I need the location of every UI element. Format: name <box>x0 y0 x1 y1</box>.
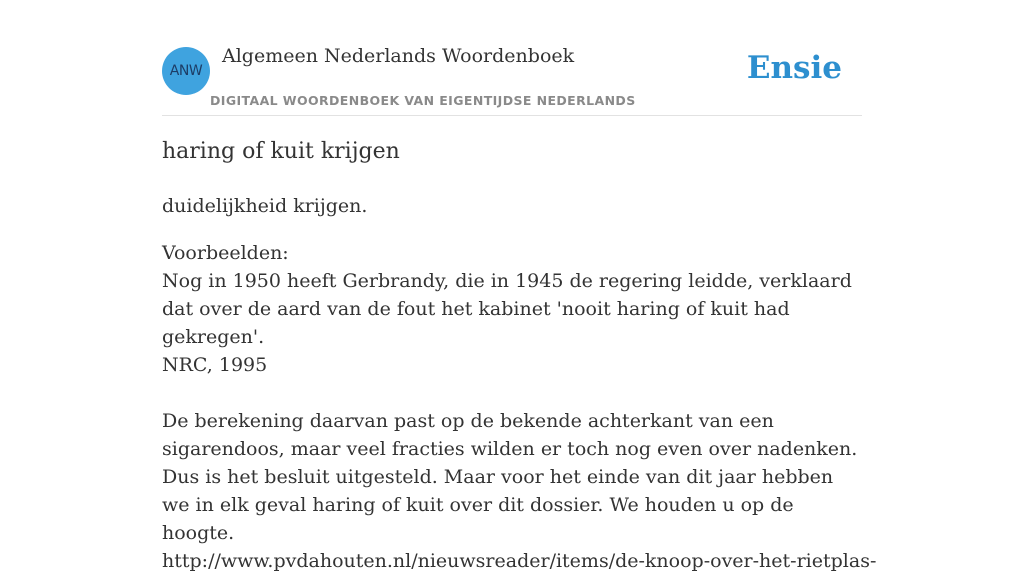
example-source-link-row <box>162 547 877 575</box>
site-header <box>162 0 862 116</box>
example-text: Nog in 1950 heeft Gerbrandy, die in 1945 de regering leidde, verklaard dat over de aard van de fout het kabinet 'nooit haring of kuit had gekregen'. <box>162 270 852 348</box>
entry-title: haring of kuit krijgen <box>162 139 400 164</box>
site-title[interactable]: Algemeen Nederlands Woordenboek <box>222 45 575 67</box>
entry-definition: duidelijkheid krijgen. <box>162 195 368 217</box>
examples-section <box>162 239 877 575</box>
example-text: De berekening daarvan past op de bekende achterkant van een sigarendoos, maar veel fracties wilden er toch nog even over nadenken. Dus is het besluit uitgesteld. Maar voor het einde van dit jaar hebben we in elk geval haring of kuit over dit dossier. We houden u op de hoogte. <box>162 410 858 544</box>
examples-label: Voorbeelden: <box>162 242 289 264</box>
example-source-link[interactable]: http://www.pvdahouten.nl/nieuwsreader/items/de-knoop-over-het-rietplas- <box>162 550 877 572</box>
main-content <box>162 0 877 572</box>
ensie-brand-link[interactable]: Ensie <box>746 50 842 86</box>
example-source: NRC, 1995 <box>162 354 268 376</box>
anw-logo[interactable]: ANW <box>162 47 210 95</box>
site-subtitle: DIGITAAL WOORDENBOEK VAN EIGENTIJDSE NEDERLANDS <box>210 93 636 108</box>
